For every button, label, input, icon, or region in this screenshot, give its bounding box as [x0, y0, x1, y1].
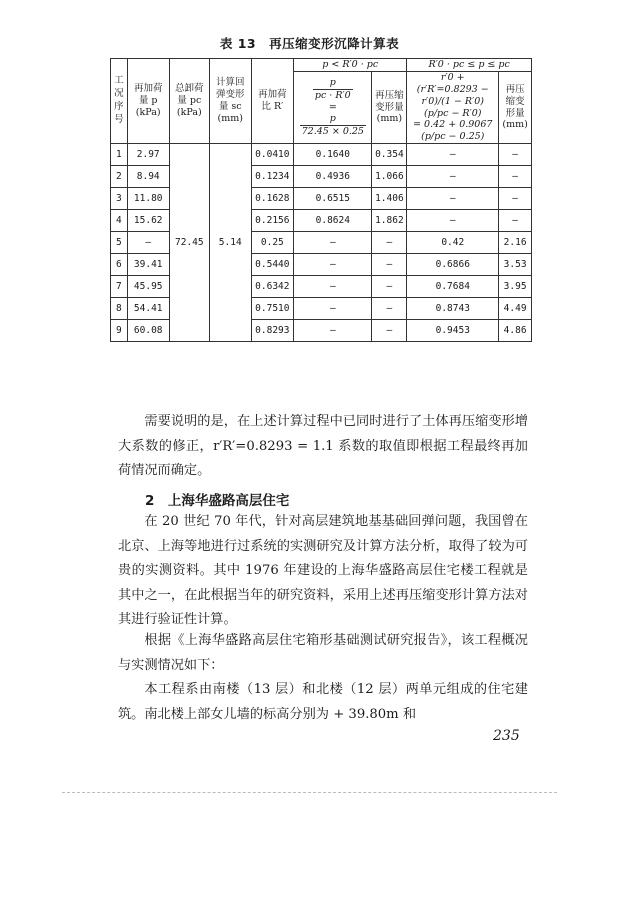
header-rebound-sc: 计算回弹变形量 sc (mm): [209, 59, 251, 144]
cell-ratio: 0.2156: [251, 210, 294, 232]
header-group2-deform: 再压缩变形量 (mm): [499, 71, 532, 143]
cell-no: 7: [111, 276, 128, 298]
cell-g1-deform: 0.354: [372, 144, 407, 166]
cell-pc: 72.45: [169, 144, 209, 342]
cell-g2-deform: —: [499, 210, 532, 232]
cell-g2-deform: —: [499, 144, 532, 166]
table-row: [111, 144, 532, 166]
cell-p: 45.95: [127, 276, 169, 298]
cell-g1: —: [294, 232, 372, 254]
cell-g2-deform: 3.53: [499, 254, 532, 276]
paragraph-project: 本工程系由南楼（13 层）和北楼（12 层）两单元组成的住宅建筑。南北楼上部女儿墙的标高分别为 + 39.80m 和: [118, 682, 528, 722]
cell-g2-deform: 4.86: [499, 320, 532, 342]
cell-g1-deform: 1.862: [372, 210, 407, 232]
cell-g1: 0.6515: [294, 188, 372, 210]
cell-g1: —: [294, 320, 372, 342]
header-group1-title: p < R′0 · pc: [294, 59, 407, 72]
cell-g1: —: [294, 254, 372, 276]
cell-g2: 0.8743: [407, 298, 499, 320]
cell-g1: 0.1640: [294, 144, 372, 166]
cell-no: 6: [111, 254, 128, 276]
cell-ratio: 0.0410: [251, 144, 294, 166]
cell-g2: 0.9453: [407, 320, 499, 342]
header-case-no: 工况序号: [111, 59, 128, 144]
cell-g1-deform: —: [372, 320, 407, 342]
paragraph-background: 在 20 世纪 70 年代，针对高层建筑地基基础回弹问题，我国曾在北京、上海等地进行过系统的实测研究及计算方法分析，取得了较为可贵的实测资料。其中 1976 年建设的上海华盛路高层住宅楼工程就是其中之一，在此根据当年的研究资料，采用上述再压缩变形计算方法对其进行验证性计算。: [118, 514, 528, 627]
cell-g2: —: [407, 144, 499, 166]
cell-g2: 0.6866: [407, 254, 499, 276]
cell-g2: 0.42: [407, 232, 499, 254]
cell-g2: 0.7684: [407, 276, 499, 298]
cell-p: 15.62: [127, 210, 169, 232]
header-reload-p: 再加荷量 p (kPa): [127, 59, 169, 144]
cell-ratio: 0.1628: [251, 188, 294, 210]
cell-no: 5: [111, 232, 128, 254]
cell-ratio: 0.7510: [251, 298, 294, 320]
cell-ratio: 0.25: [251, 232, 294, 254]
header-unload-pc: 总卸荷量 pc (kPa): [169, 59, 209, 144]
cell-ratio: 0.1234: [251, 166, 294, 188]
cell-g1: 0.8624: [294, 210, 372, 232]
cell-no: 3: [111, 188, 128, 210]
cell-ratio: 0.6342: [251, 276, 294, 298]
scan-edge-line: [62, 792, 557, 793]
header-reload-ratio: 再加荷比 R′: [251, 59, 294, 144]
cell-p: 60.08: [127, 320, 169, 342]
cell-no: 1: [111, 144, 128, 166]
cell-g2-deform: 4.49: [499, 298, 532, 320]
page-number: 235: [493, 728, 520, 744]
cell-g1-deform: —: [372, 298, 407, 320]
cell-g2: —: [407, 166, 499, 188]
settlement-table: [110, 58, 532, 342]
cell-no: 8: [111, 298, 128, 320]
cell-g2-deform: 2.16: [499, 232, 532, 254]
header-group2-title: R′0 · pc ≤ p ≤ pc: [407, 59, 532, 72]
header-group1-deform: 再压缩变形量 (mm): [372, 71, 407, 143]
table-caption: 表 13 再压缩变形沉降计算表: [219, 36, 400, 51]
cell-g1-deform: —: [372, 254, 407, 276]
cell-g1: —: [294, 276, 372, 298]
cell-ratio: 0.5440: [251, 254, 294, 276]
cell-g1: 0.4936: [294, 166, 372, 188]
paragraph-note: 需要说明的是，在上述计算过程中已同时进行了土体再压缩变形增大系数的修正，r′R′=0.8293 = 1.1 系数的取值即根据工程最终再加荷情况而确定。: [118, 414, 528, 478]
cell-p: 39.41: [127, 254, 169, 276]
cell-g2: —: [407, 188, 499, 210]
header-group2-formula: r′0 + (r′R′=0.8293 − r′0)/(1 − R′0) (p/pc − R′0) = 0.42 + 0.9067 (p/pc − 0.25): [407, 71, 499, 143]
cell-g1-deform: 1.066: [372, 166, 407, 188]
cell-g2-deform: —: [499, 166, 532, 188]
cell-p: —: [127, 232, 169, 254]
cell-sc: 5.14: [209, 144, 251, 342]
header-group1-formula: $\frac{p}{pc \cdot R'0}$ = $\frac{p}{72.45 \times 0.25}$: [294, 71, 372, 143]
cell-g1-deform: —: [372, 276, 407, 298]
cell-g1: —: [294, 298, 372, 320]
cell-p: 2.97: [127, 144, 169, 166]
cell-p: 54.41: [127, 298, 169, 320]
cell-p: 8.94: [127, 166, 169, 188]
cell-g2: —: [407, 210, 499, 232]
cell-ratio: 0.8293: [251, 320, 294, 342]
section-heading: 2 上海华盛路高层住宅: [145, 493, 290, 509]
cell-g2-deform: 3.95: [499, 276, 532, 298]
cell-g2-deform: —: [499, 188, 532, 210]
paragraph-report: 根据《上海华盛路高层住宅箱形基础测试研究报告》，该工程概况与实测情况如下：: [118, 633, 528, 673]
cell-g1-deform: 1.406: [372, 188, 407, 210]
cell-no: 2: [111, 166, 128, 188]
cell-no: 4: [111, 210, 128, 232]
cell-g1-deform: —: [372, 232, 407, 254]
cell-no: 9: [111, 320, 128, 342]
cell-p: 11.80: [127, 188, 169, 210]
